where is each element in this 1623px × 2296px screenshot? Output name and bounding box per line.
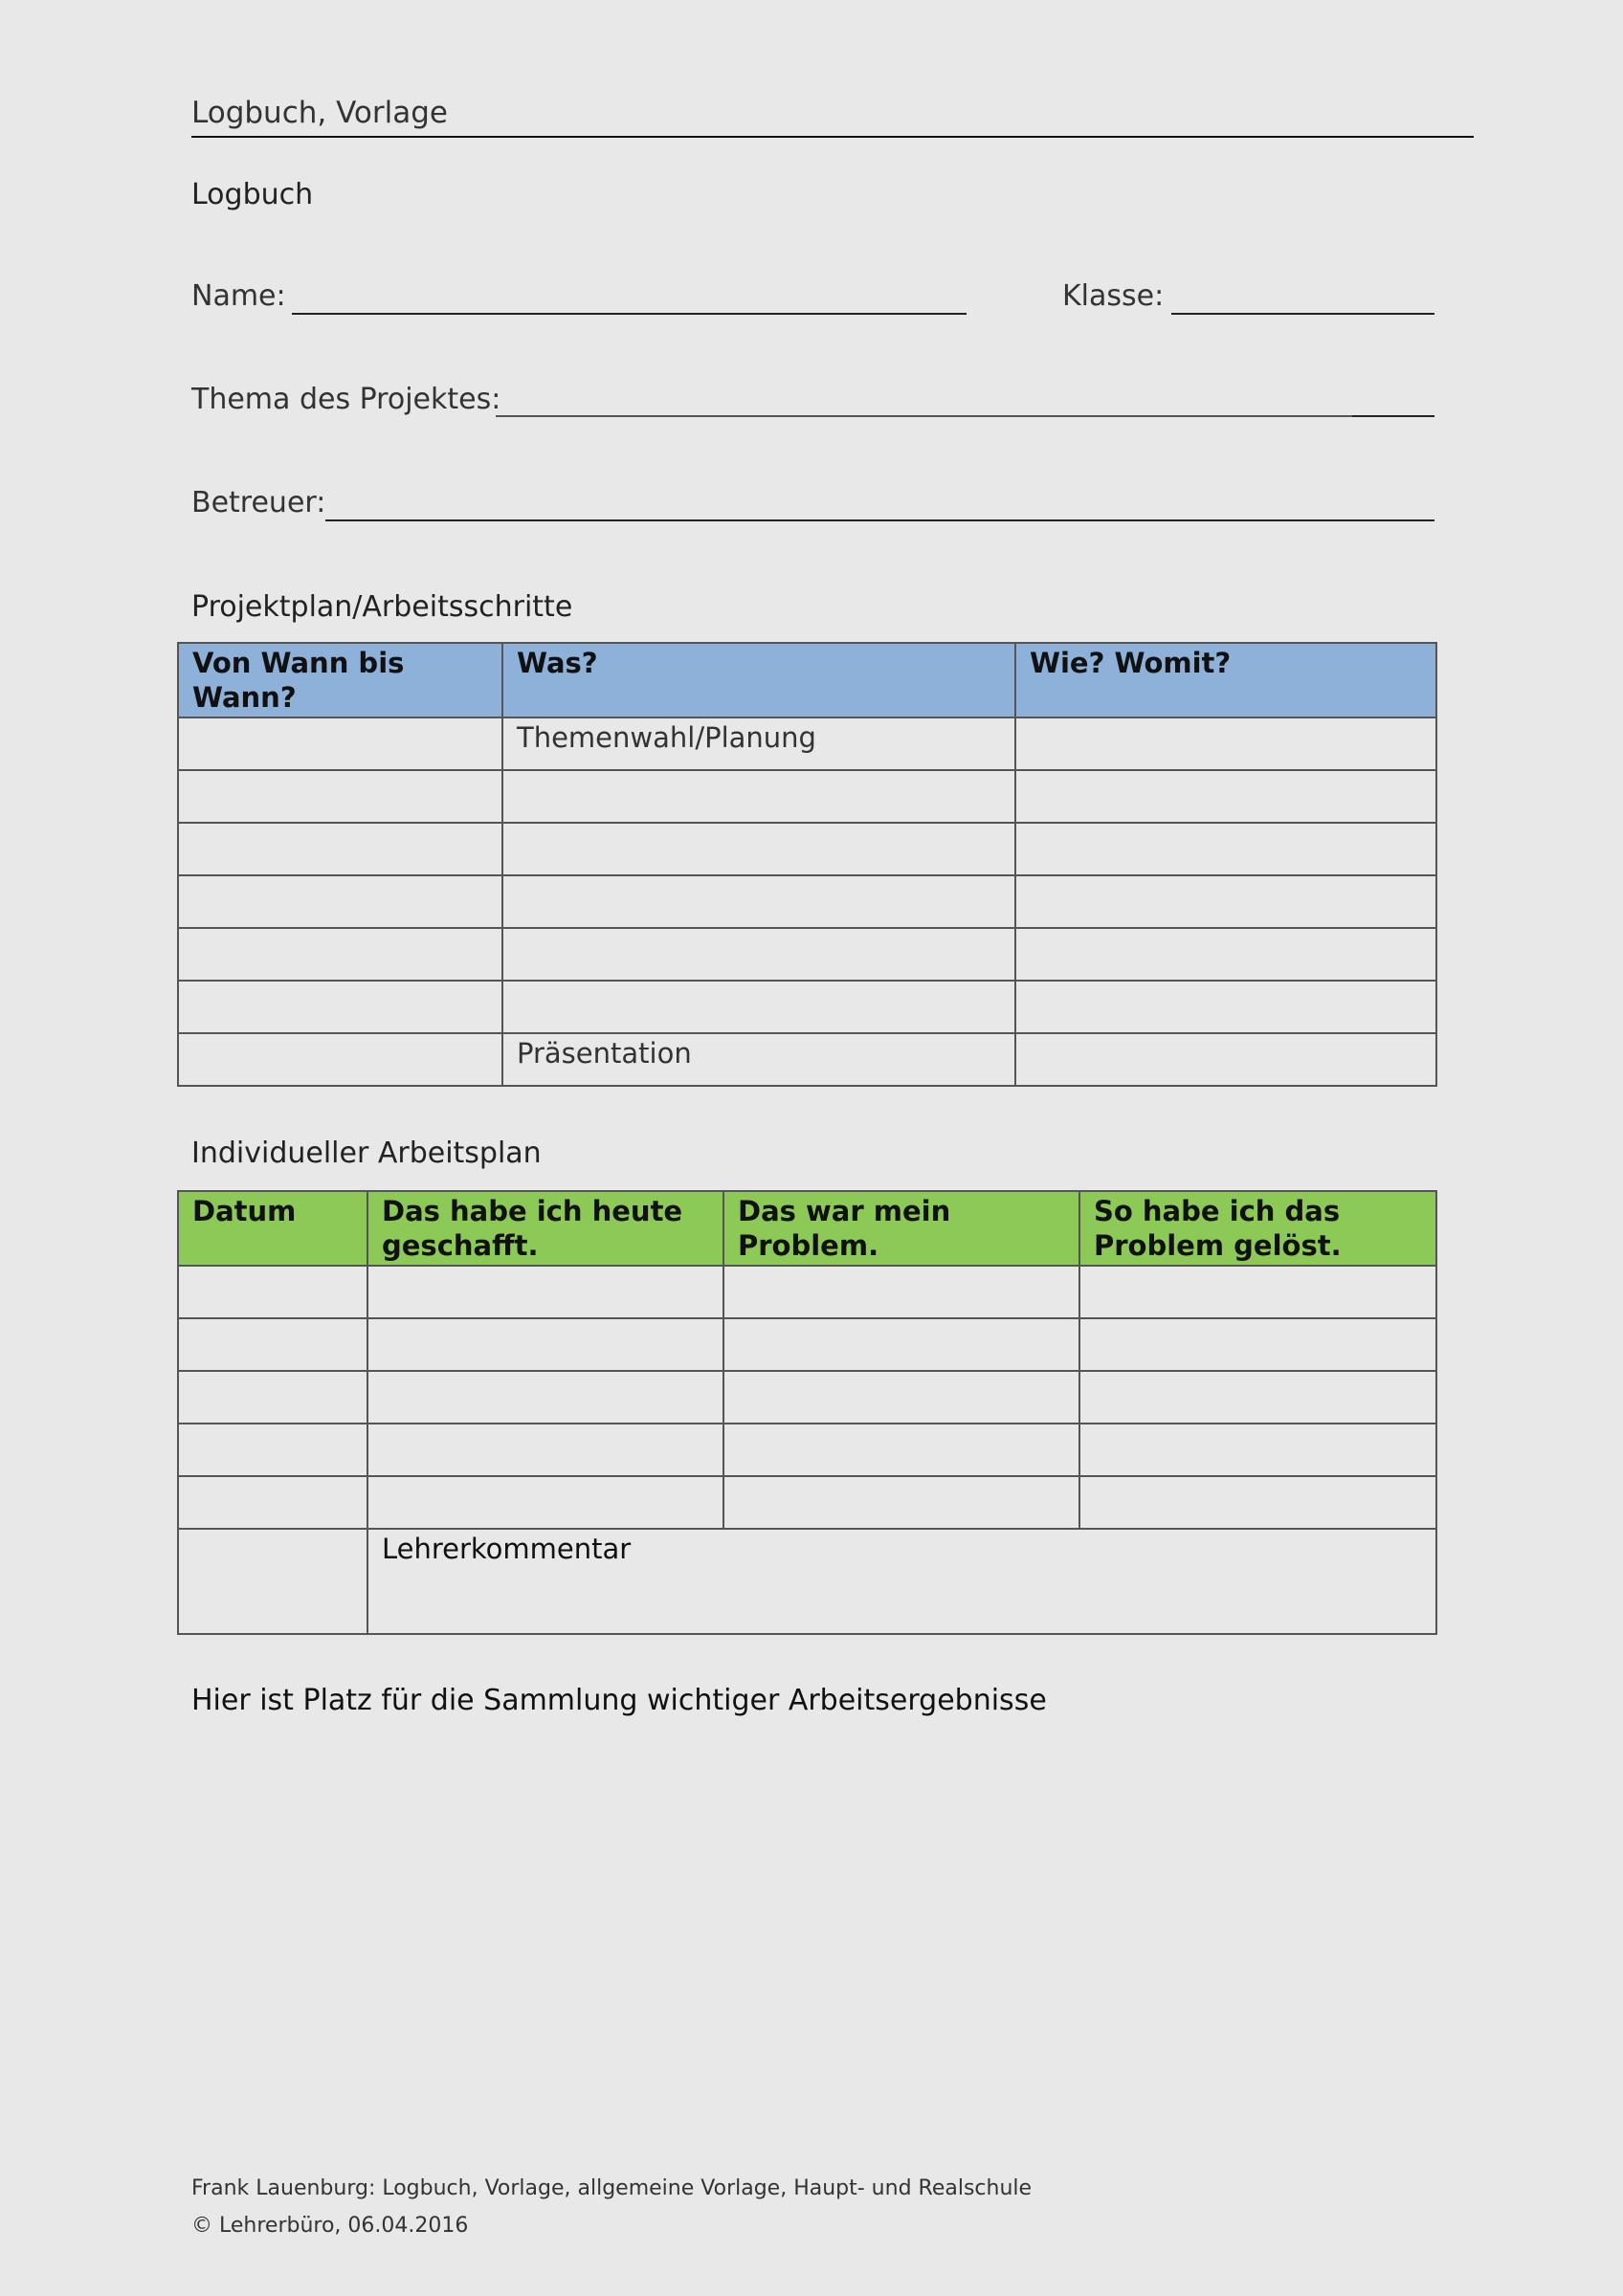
table-cell[interactable] [178,1371,367,1424]
table-cell[interactable] [178,770,502,823]
table-cell[interactable] [1015,718,1436,770]
table-cell[interactable] [1015,928,1436,981]
projektplan-header-cell: Wie? Womit? [1015,643,1436,718]
table-row [178,1266,1436,1318]
table-row [178,981,1436,1033]
arbeitsplan-header-cell: Das war mein Problem. [723,1191,1079,1266]
table-cell[interactable] [502,981,1015,1033]
table-cell[interactable] [178,928,502,981]
arbeitsplan-header-cell: Datum [178,1191,367,1266]
name-field-line[interactable] [292,313,967,315]
thema-field-line-end [1352,415,1434,417]
klasse-label: Klasse: [1062,279,1165,313]
table-cell[interactable] [502,928,1015,981]
table-cell[interactable] [1079,1318,1436,1371]
table-cell[interactable] [1079,1424,1436,1476]
table-cell[interactable] [1015,823,1436,875]
table-cell[interactable] [502,875,1015,928]
table-cell[interactable] [367,1371,723,1424]
projektplan-heading: Projektplan/Arbeitsschritte [191,590,573,624]
table-cell[interactable] [723,1318,1079,1371]
table-cell[interactable] [1015,770,1436,823]
table-row [178,823,1436,875]
name-label: Name: [191,279,286,313]
table-row [178,928,1436,981]
arbeitsplan-heading: Individueller Arbeitsplan [191,1137,542,1170]
table-cell[interactable] [1079,1266,1436,1318]
thema-field-line[interactable] [496,415,1352,417]
table-cell[interactable] [1079,1371,1436,1424]
table-cell[interactable] [178,1033,502,1086]
table-cell[interactable] [1015,1033,1436,1086]
document-title: Logbuch [191,178,314,211]
table-row [178,1371,1436,1424]
arbeitsplan-header-cell: So habe ich das Problem gelöst. [1079,1191,1436,1266]
table-cell[interactable] [178,1424,367,1476]
table-cell[interactable] [367,1476,723,1529]
table-row [178,875,1436,928]
table-cell[interactable] [723,1266,1079,1318]
table-cell[interactable] [367,1266,723,1318]
table-cell[interactable] [367,1318,723,1371]
table-cell[interactable]: Präsentation [502,1033,1015,1086]
table-row [178,1476,1436,1529]
thema-label: Thema des Projektes: [191,383,501,416]
table-cell[interactable] [1079,1476,1436,1529]
table-cell[interactable] [178,718,502,770]
projektplan-header-cell: Von Wann bis Wann? [178,643,502,718]
table-cell[interactable] [502,770,1015,823]
projektplan-table [177,642,1437,1087]
table-cell[interactable] [723,1476,1079,1529]
results-heading: Hier ist Platz für die Sammlung wichtiger Arbeitsergebnisse [191,1684,1047,1717]
table-cell[interactable] [178,875,502,928]
arbeitsplan-header-cell: Das habe ich heute geschafft. [367,1191,723,1266]
table-cell[interactable] [723,1424,1079,1476]
table-cell[interactable] [1015,981,1436,1033]
table-cell[interactable] [502,823,1015,875]
projektplan-header-row [178,643,1436,718]
arbeitsplan-table [177,1190,1437,1635]
table-row [178,770,1436,823]
header-title: Logbuch, Vorlage [191,96,448,130]
arbeitsplan-header-row [178,1191,1436,1266]
betreuer-label: Betreuer: [191,486,326,519]
footer-line-1: Frank Lauenburg: Logbuch, Vorlage, allgemeine Vorlage, Haupt- und Realschule [191,2176,1033,2200]
table-row [178,1424,1436,1476]
table-cell[interactable] [723,1371,1079,1424]
comment-empty-cell [178,1529,367,1634]
table-cell[interactable]: Themenwahl/Planung [502,718,1015,770]
betreuer-field-line[interactable] [325,519,1434,521]
teacher-comment-cell[interactable]: Lehrerkommentar [367,1529,1436,1634]
table-row [178,718,1436,770]
table-cell[interactable] [367,1424,723,1476]
table-cell[interactable] [178,823,502,875]
table-cell[interactable] [178,981,502,1033]
table-cell[interactable] [178,1476,367,1529]
klasse-field-line[interactable] [1171,313,1434,315]
projektplan-header-cell: Was? [502,643,1015,718]
comment-row [178,1529,1436,1634]
table-cell[interactable] [178,1266,367,1318]
table-row [178,1033,1436,1086]
header-rule [191,136,1474,138]
table-row [178,1318,1436,1371]
table-cell[interactable] [1015,875,1436,928]
footer-line-2: © Lehrerbüro, 06.04.2016 [191,2214,469,2238]
table-cell[interactable] [178,1318,367,1371]
